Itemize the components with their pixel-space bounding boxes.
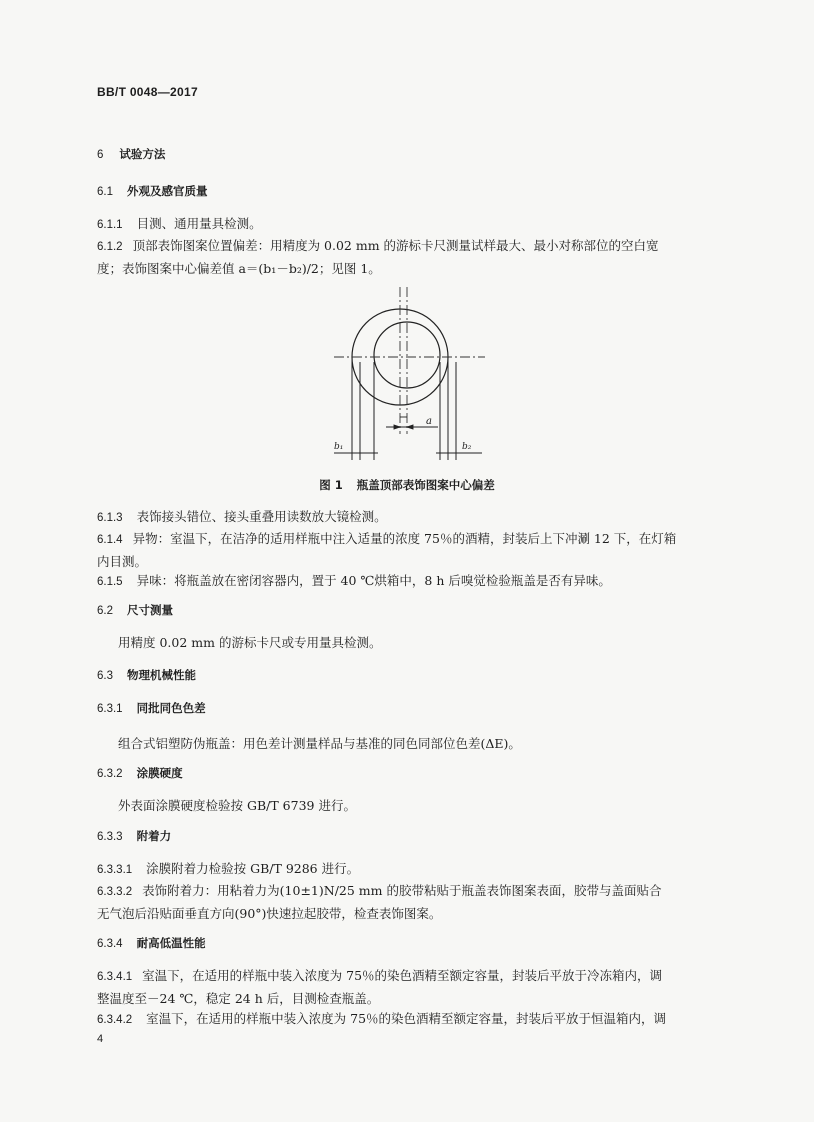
clause-number: 6.1.3 [97,512,123,524]
section-6-3-2-text: 外表面涂膜硬度检验按 GB/T 6739 进行。 [118,798,356,813]
standard-number: BB/T 0048—2017 [97,85,198,99]
clause-text-cont: 内目测。 [97,554,148,569]
section-6-3-2-heading [97,763,723,785]
clause-6-3-4-2 [97,1008,723,1031]
label-a: a [426,416,432,427]
clause-6-1-5 [97,570,723,593]
section-title: 试验方法 [119,147,166,161]
clause-text: 表饰接头错位、接头重叠用读数放大镜检测。 [136,509,387,524]
clause-text: 表饰附着力：用粘着力为(10±1)N/25 mm 的胶带粘贴于瓶盖表饰图案表面，胶带与盖面贴合 [142,883,662,898]
figure-title: 瓶盖顶部表饰图案中心偏差 [356,478,495,492]
clause-6-3-4-1 [97,965,723,1009]
section-6-2-heading [97,600,723,622]
figure-number: 图 1 [319,478,343,492]
section-title: 物理机械性能 [127,668,197,682]
section-6-3-1-heading [97,698,723,720]
section-6-heading [97,144,723,166]
clause-number: 6.3.4.1 [97,971,133,983]
section-6-3-heading [97,665,723,687]
section-number: 6.2 [97,605,113,617]
section-number: 6.3.4 [97,938,123,950]
section-title: 外观及感官质量 [127,184,208,198]
clause-text: 顶部表饰图案位置偏差：用精度为 0.02 mm 的游标卡尺测量试样最大、最小对称部位的空白宽 [132,238,659,253]
clause-number: 6.1.1 [97,219,123,231]
clause-6-1-2 [97,235,723,279]
section-number: 6.3.1 [97,703,123,715]
section-number: 6.3 [97,670,113,682]
clause-text-cont: 度；表饰图案中心偏差值 a＝(b₁－b₂)/2；见图 1。 [97,261,381,276]
section-6-1-heading [97,181,723,203]
section-6-3-3-heading [97,826,723,848]
clause-number: 6.1.2 [97,241,123,253]
section-title: 耐高低温性能 [136,936,206,950]
clause-number: 6.1.4 [97,534,123,546]
clause-6-1-3 [97,506,723,529]
page-number: 4 [97,1033,104,1045]
section-number: 6.1 [97,186,113,198]
section-6-3-1-text: 组合式铝塑防伪瓶盖：用色差计测量样品与基准的同色同部位色差(ΔE)。 [118,736,521,751]
clause-text-cont: 整温度至－24 ℃，稳定 24 h 后，目测检查瓶盖。 [97,991,380,1006]
clause-number: 6.3.3.2 [97,886,133,898]
clause-text-cont: 无气泡后沿贴面垂直方向(90°)快速拉起胶带，检查表饰图案。 [97,906,442,921]
clause-text: 室温下，在适用的样瓶中装入浓度为 75％的染色酒精至额定容量，封装后平放于冷冻箱内，调 [142,968,663,983]
clause-text: 涂膜附着力检验按 GB/T 9286 进行。 [146,861,360,876]
clause-text: 异物：室温下，在洁净的适用样瓶中注入适量的浓度 75％的酒精，封装后上下冲涮 12 下，在灯箱 [132,531,677,546]
clause-number: 6.1.5 [97,576,123,588]
clause-number: 6.3.4.2 [97,1014,133,1026]
section-number: 6.3.3 [97,831,123,843]
section-title: 附着力 [136,829,172,843]
clause-number: 6.3.3.1 [97,864,133,876]
section-6-3-4-heading [97,933,723,955]
section-title: 涂膜硬度 [136,766,183,780]
section-title: 尺寸测量 [127,603,174,617]
section-6-2-text: 用精度 0.02 mm 的游标卡尺或专用量具检测。 [118,635,382,650]
figure-1-diagram [320,282,500,467]
clause-6-3-3-1 [97,858,723,881]
label-b2: b₂ [462,442,472,452]
clause-text: 异味：将瓶盖放在密闭容器内，置于 40 ℃烘箱中，8 h 后嗅觉检验瓶盖是否有异味。 [136,573,611,588]
section-number: 6.3.2 [97,768,123,780]
clause-text: 室温下，在适用的样瓶中装入浓度为 75％的染色酒精至额定容量，封装后平放于恒温箱内，调 [146,1011,667,1026]
label-b1: b₁ [334,442,344,452]
clause-6-1-1 [97,213,723,236]
clause-6-1-4 [97,528,723,572]
clause-6-3-3-2 [97,880,723,924]
section-number: 6 [97,149,104,161]
figure-1-caption [0,477,814,493]
clause-text: 目测、通用量具检测。 [136,216,262,231]
section-title: 同批同色色差 [136,701,206,715]
